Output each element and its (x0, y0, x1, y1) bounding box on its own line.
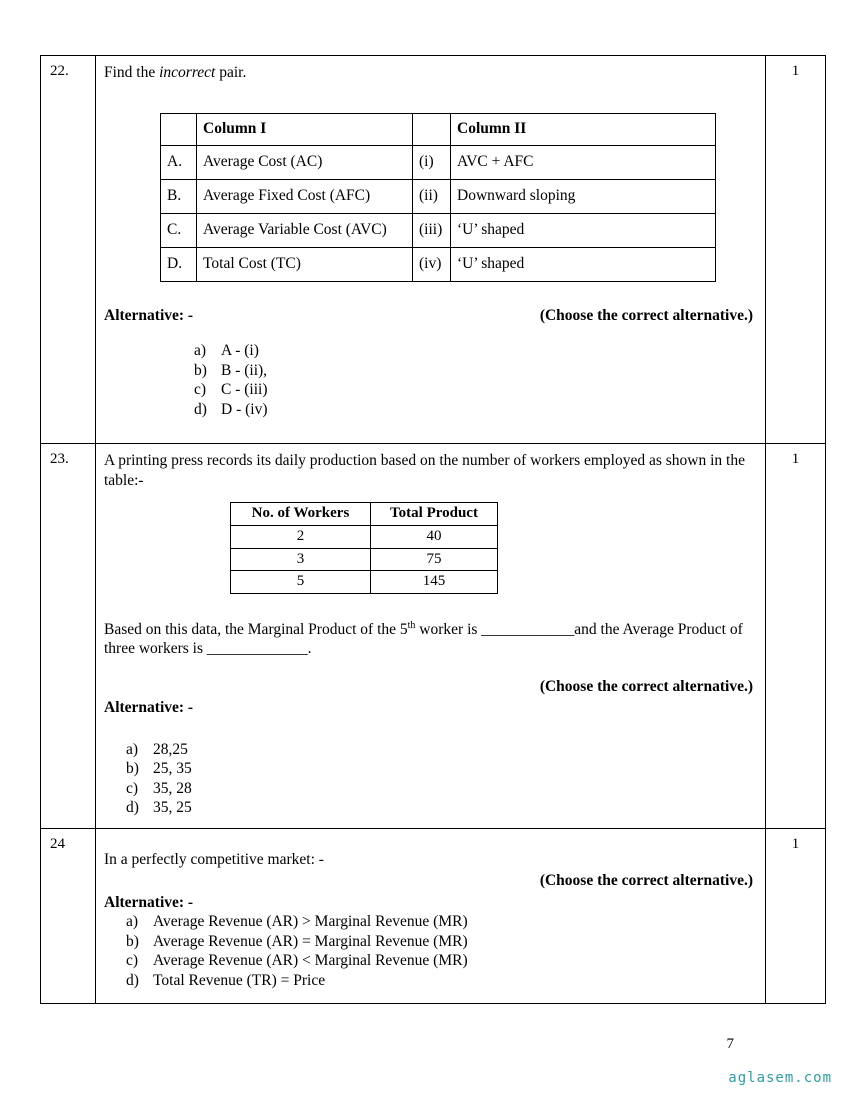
production-table (230, 502, 498, 594)
production-row (231, 571, 498, 594)
production-cell-product: 145 (371, 571, 498, 594)
option-letter: a) (126, 913, 139, 930)
question-24-options (126, 912, 753, 990)
matching-row-D (161, 247, 716, 281)
matching-cell-num: (ii) (413, 179, 451, 213)
question-22-options (194, 341, 753, 419)
alternative-label: Alternative: - (104, 699, 194, 716)
fill-blank-2: _____________ (206, 640, 308, 657)
matching-cell-num: (iv) (413, 247, 451, 281)
option-text: Total Revenue (TR) = Price (153, 971, 326, 989)
production-cell-product: 40 (371, 526, 498, 549)
question-24-number: 24 (41, 828, 96, 1003)
question-row-24 (41, 828, 826, 1003)
fill-text: . (307, 640, 312, 657)
option-text: 35, 25 (153, 799, 192, 816)
question-24-content (96, 828, 766, 1003)
choose-correct-label: (Choose the correct alternative.) (539, 306, 753, 324)
option-text: D - (iv) (221, 400, 268, 418)
option-text: Average Revenue (AR) = Marginal Revenue (MR) (153, 932, 468, 950)
production-cell-workers: 3 (231, 548, 371, 571)
matching-header-column2: Column II (451, 113, 716, 145)
matching-table-header-row (161, 113, 716, 145)
fill-text: worker is (415, 620, 482, 638)
question-23-marks: 1 (766, 444, 826, 829)
question-row-22 (41, 56, 826, 444)
matching-header-empty (161, 113, 197, 145)
question-grid (40, 55, 826, 1004)
production-row (231, 548, 498, 571)
matching-cell-col2: ‘U’ shaped (451, 247, 716, 281)
option-letter: a) (194, 342, 207, 359)
matching-header-empty (413, 113, 451, 145)
matching-cell-col2: ‘U’ shaped (451, 213, 716, 247)
option-letter: a) (126, 740, 139, 758)
option-text: Average Revenue (AR) > Marginal Revenue (MR) (153, 913, 468, 930)
question-row-23 (41, 444, 826, 829)
fill-text: Based on this data, the Marginal Product of the 5 (104, 620, 408, 638)
option-c (126, 951, 753, 971)
option-a (194, 341, 753, 361)
option-text: A - (i) (221, 342, 259, 359)
option-letter: b) (126, 760, 139, 777)
option-c (194, 380, 753, 400)
option-c (126, 779, 753, 799)
question-22-number: 22. (41, 56, 96, 444)
question-23-intro: A printing press records its daily production based on the number of workers employed as shown in the table:- (104, 452, 745, 489)
superscript-th: th (407, 619, 416, 631)
option-a (126, 740, 753, 760)
intro-text: pair. (215, 64, 247, 81)
option-text: 28,25 (153, 740, 188, 758)
question-23-options (126, 740, 753, 818)
matching-row-B (161, 179, 716, 213)
fill-in-statement (104, 620, 753, 659)
intro-text: Find the (104, 64, 160, 81)
production-header-product: Total Product (371, 503, 498, 526)
option-letter: c) (126, 779, 139, 797)
watermark-text: aglasem.com (728, 1070, 832, 1086)
option-b (194, 361, 753, 381)
production-table-header-row (231, 503, 498, 526)
option-letter: c) (194, 381, 207, 398)
choose-correct-label: (Choose the correct alternative.) (539, 872, 753, 889)
intro-italic-word: incorrect (159, 64, 216, 81)
matching-cell-col1: Average Variable Cost (AVC) (197, 213, 413, 247)
question-22-content (96, 56, 766, 444)
option-a (126, 912, 753, 932)
option-text: C - (iii) (221, 381, 268, 398)
option-letter: d) (126, 799, 139, 816)
question-23-content (96, 444, 766, 829)
option-text: 35, 28 (153, 779, 192, 797)
production-row (231, 526, 498, 549)
question-22-intro (104, 63, 753, 83)
matching-cell-col1: Total Cost (TC) (197, 247, 413, 281)
option-letter: c) (126, 952, 139, 969)
alternative-line (104, 306, 753, 326)
option-text: 25, 35 (153, 760, 192, 777)
choose-correct-label: (Choose the correct alternative.) (539, 677, 753, 695)
option-d (194, 400, 753, 420)
matching-cell-num: (iii) (413, 213, 451, 247)
option-letter: d) (126, 971, 139, 989)
production-cell-product: 75 (371, 548, 498, 571)
matching-cell-col2: Downward sloping (451, 179, 716, 213)
option-d (126, 798, 753, 818)
fill-text: and the Average Product of three workers is (104, 620, 743, 657)
question-22-marks: 1 (766, 56, 826, 444)
option-text: B - (ii), (221, 361, 268, 379)
option-letter: b) (126, 932, 139, 950)
production-cell-workers: 2 (231, 526, 371, 549)
fill-blank-1: ____________ (481, 620, 575, 638)
matching-row-A (161, 145, 716, 179)
alternative-label: Alternative: - (104, 306, 194, 324)
matching-cell-col2: AVC + AFC (451, 145, 716, 179)
matching-cell-letter: A. (161, 145, 197, 179)
option-letter: b) (194, 361, 207, 379)
matching-cell-col1: Average Cost (AC) (197, 145, 413, 179)
question-23-number: 23. (41, 444, 96, 829)
page-number: 7 (726, 1036, 734, 1052)
matching-table (160, 113, 716, 282)
production-header-workers: No. of Workers (231, 503, 371, 526)
option-d (126, 971, 753, 991)
question-24-intro: In a perfectly competitive market: - (104, 850, 324, 868)
option-text: Average Revenue (AR) < Marginal Revenue (MR) (153, 952, 468, 969)
matching-cell-letter: B. (161, 179, 197, 213)
question-24-marks: 1 (766, 828, 826, 1003)
matching-cell-num: (i) (413, 145, 451, 179)
production-cell-workers: 5 (231, 571, 371, 594)
matching-cell-col1: Average Fixed Cost (AFC) (197, 179, 413, 213)
option-b (126, 932, 753, 952)
matching-cell-letter: D. (161, 247, 197, 281)
option-b (126, 759, 753, 779)
matching-cell-letter: C. (161, 213, 197, 247)
alternative-label: Alternative: - (104, 893, 194, 911)
matching-header-column1: Column I (197, 113, 413, 145)
matching-row-C (161, 213, 716, 247)
option-letter: d) (194, 400, 207, 418)
